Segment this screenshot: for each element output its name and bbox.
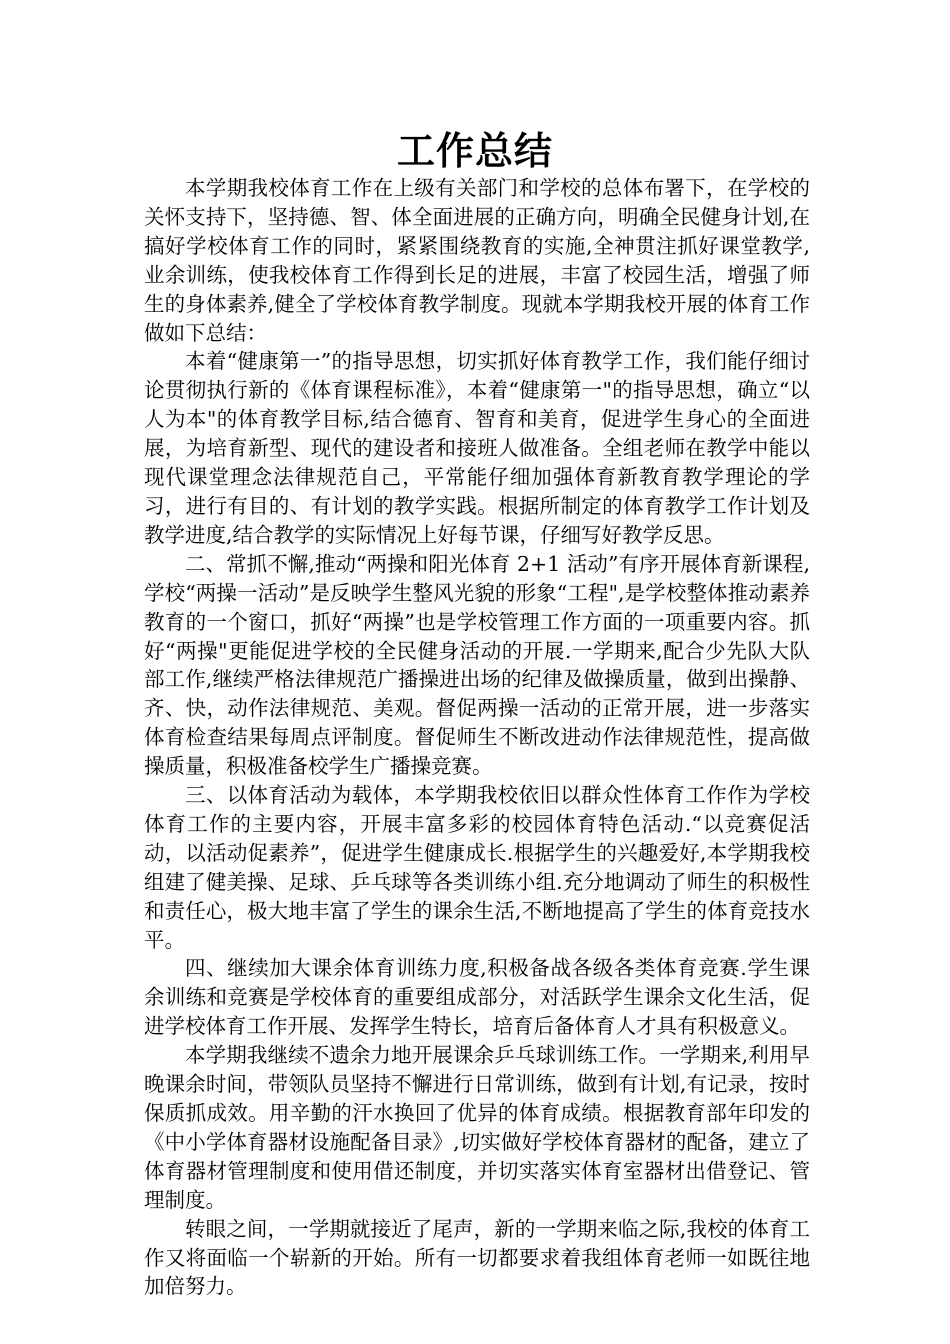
paragraph: 本学期我校体育工作在上级有关部门和学校的总体布署下，在学校的关怀支持下，坚持德、智、体全面进展的正确方向，明确全民健身计划,在搞好学校体育工作的同时，紧紧围绕教育的实施,全神贯注抓好课堂教学,业余训练，使我校体育工作得到长足的进展，丰富了校园生活，增强了师生的身体素养,健全了学校体育教学制度。现就本学期我校开展的体育工作做如下总结：: [144, 176, 810, 345]
paragraph: 二、常抓不懈,推动“两操和阳光体育 2+1 活动”有序开展体育新课程,学校“两操一活动”是反映学生整风光貌的形象“工程",是学校整体推动素养教育的一个窗口，抓好“两操”也是学校管理工作方面的一项重要内容。抓好“两操"更能促进学校的全民健身活动的开展.一学期来,配合少先队大队部工作,继续严格法律规范广播操进出场的纪律及做操质量，做到出操静、齐、快，动作法律规范、美观。督促两操一活动的正常开展，进一步落实体育检查结果每周点评制度。督促师生不断改进动作法律规范性，提高做操质量，积极准备校学生广播操竞赛。: [144, 551, 810, 779]
document-title: 工作总结: [396, 128, 553, 173]
paragraph: 本学期我继续不遗余力地开展课余乒乓球训练工作。一学期来,利用早晚课余时间，带领队员坚持不懈进行日常训练，做到有计划,有记录，按时保质抓成效。用辛勤的汗水换回了优异的体育成绩。根据教育部年印发的《中小学体育器材设施配备目录》,切实做好学校体育器材的配备，建立了体育器材管理制度和使用借还制度，并切实落实体育室器材出借登记、管理制度。: [144, 1043, 810, 1212]
paragraph: 三、以体育活动为载体，本学期我校依旧以群众性体育工作作为学校体育工作的主要内容，开展丰富多彩的校园体育特色活动.“以竞赛促活动，以活动促素养”，促进学生健康成长.根据学生的兴趣爱好,本学期我校组建了健美操、足球、乒乓球等各类训练小组.充分地调动了师生的积极性和责任心，极大地丰富了学生的课余生活,不断地提高了学生的体育竞技水平。: [144, 783, 810, 952]
paragraph: 本着“健康第一”的指导思想，切实抓好体育教学工作，我们能仔细讨论贯彻执行新的《体育课程标准》，本着“健康第一"的指导思想，确立“以人为本"的体育教学目标,结合德育、智育和美育，促进学生身心的全面进展，为培育新型、现代的建设者和接班人做准备。全组老师在教学中能以现代课堂理念法律规范自己，平常能仔细加强体育新教育教学理论的学习，进行有目的、有计划的教学实践。根据所制定的体育教学工作计划及教学进度,结合教学的实际情况上好每节课，仔细写好教学反思。: [144, 349, 810, 547]
paragraph: 四、继续加大课余体育训练力度,积极备战各级各类体育竞赛.学生课余训练和竞赛是学校体育的重要组成部分，对活跃学生课余文化生活，促进学校体育工作开展、发挥学生特长，培育后备体育人才具有积极意义。: [144, 956, 810, 1039]
document-body: [144, 174, 810, 1301]
paragraph: 转眼之间，一学期就接近了尾声，新的一学期来临之际,我校的体育工作又将面临一个崭新的开始。所有一切都要求着我组体育老师一如既往地加倍努力。: [144, 1216, 810, 1299]
